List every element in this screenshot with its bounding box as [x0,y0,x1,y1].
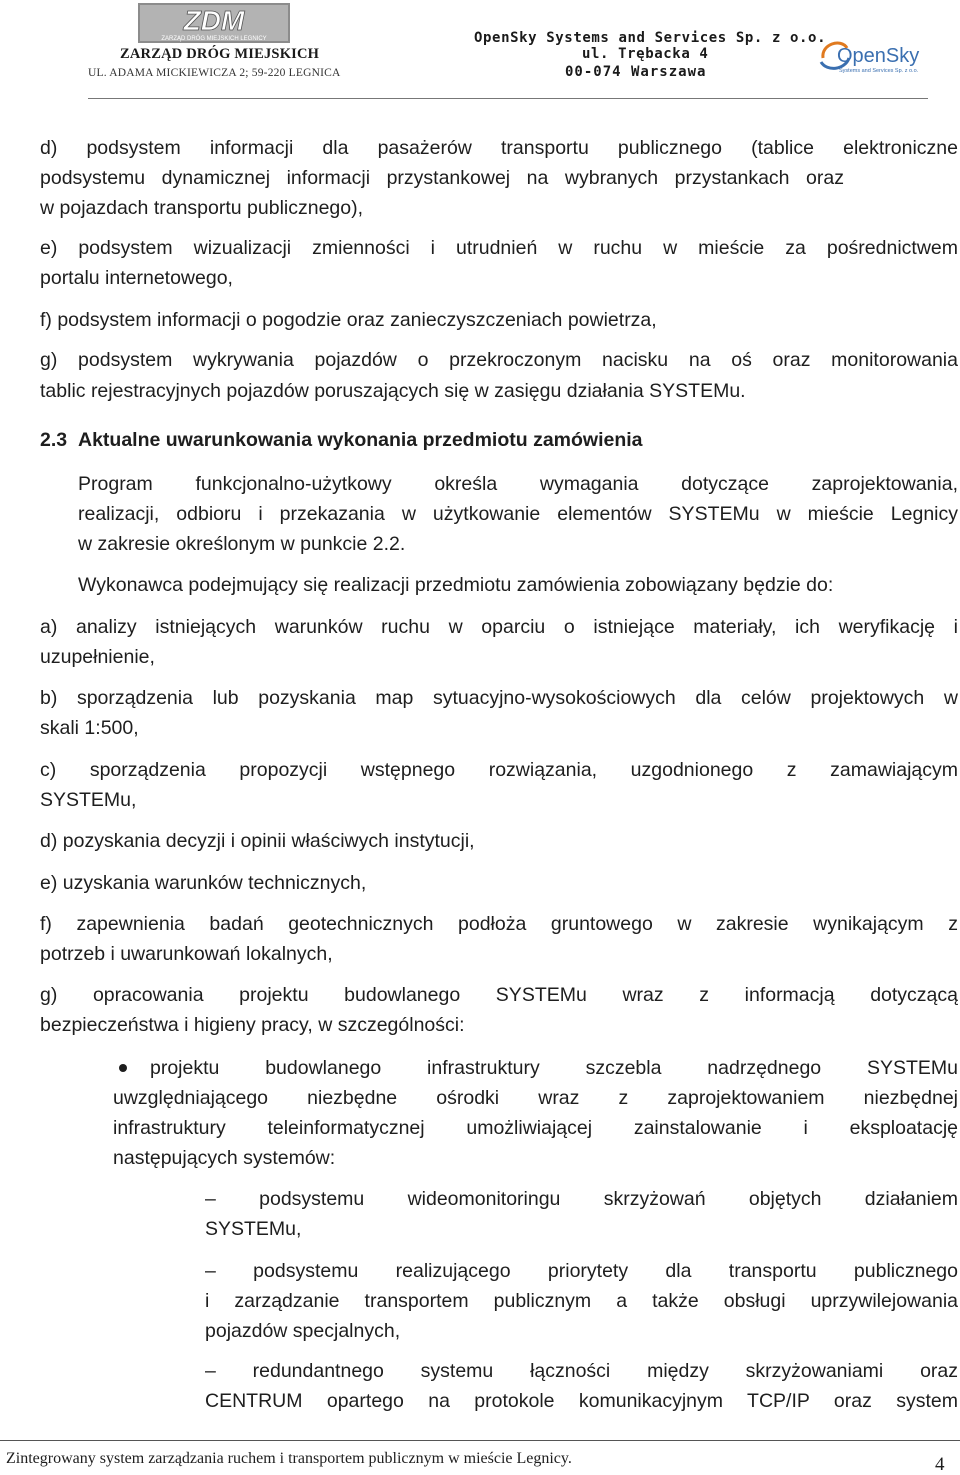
task-e: e) uzyskania warunków technicznych, [40,872,367,894]
dash-item-1-line2: SYSTEMu, [205,1218,302,1240]
dash-item-3-line1: – redundantnego systemu łączności między skrzyżowaniami oraz [205,1360,958,1382]
footer-divider [0,1440,960,1441]
task-b-line2: skali 1:500, [40,717,139,739]
list-item-f: f) podsystem informacji o pogodzie oraz zanieczyszczeniach powietrza, [40,309,657,331]
task-g-line2: bezpieczeństwa i higieny pracy, w szczególności: [40,1014,465,1036]
task-f-line1: f) zapewnienia badań geotechnicznych podłoża gruntowego w zakresie wynikającym z [40,913,958,935]
bullet-line2: uwzględniającego niezbędne ośrodki wraz z zaprojektowaniem niezbędnej [113,1087,958,1109]
dash-item-1-line1: – podsystemu wideomonitoringu skrzyżowań objętych działaniem [205,1188,958,1210]
task-f-line2: potrzeb i uwarunkowań lokalnych, [40,943,333,965]
opensky-logo [817,36,927,78]
dash-item-2-line2: i zarządzanie transportem publicznym a także obsługi uprzywilejowania [205,1290,958,1312]
bullet-icon [119,1064,127,1072]
svg-text:ZARZĄD DRÓG MIEJSKICH LEGNICY: ZARZĄD DRÓG MIEJSKICH LEGNICY [161,36,267,42]
dash-item-2-line1: – podsystemu realizującego priorytety dla transportu publicznego [205,1260,958,1282]
bullet-line4: następujących systemów: [113,1147,336,1169]
paragraph-1-line3: w zakresie określonym w punkcie 2.2. [78,533,406,555]
list-item-d-line1: d) podsystem informacji dla pasażerów transportu publicznego (tablice elektroniczne [40,137,958,159]
section-title: Aktualne uwarunkowania wykonania przedmiotu zamówienia [78,429,643,451]
svg-text:ZDM: ZDM [183,5,245,36]
task-g-line1: g) opracowania projektu budowlanego SYSTEMu wraz z informacją dotyczącą [40,984,958,1006]
header-divider [88,98,928,99]
task-c-line2: SYSTEMu, [40,789,137,811]
section-number: 2.3 [40,429,68,451]
dash-item-2-line3: pojazdów specjalnych, [205,1320,401,1342]
list-item-d-line3: w pojazdach transportu publicznego), [40,197,364,219]
footer-text: Zintegrowany system zarządzania ruchem i transportem publicznym w mieście Legnicy. [6,1450,572,1467]
zdm-address: UL. ADAMA MICKIEWICZA 2; 59-220 LEGNICA [88,67,341,79]
paragraph-2: Wykonawca podejmujący się realizacji przedmiotu zamówienia zobowiązany będzie do: [78,574,834,596]
list-item-d-line2: podsystemu dynamicznej informacji przystankowej na wybranych przystankach oraz [40,167,844,189]
list-item-e-line2: portalu internetowego, [40,267,233,289]
list-item-g-line1: g) podsystem wykrywania pojazdów o przekroczonym nacisku na oś oraz monitorowania [40,349,958,371]
task-a-line2: uzupełnienie, [40,646,155,668]
bullet-line3: infrastruktury teleinformatycznej umożliwiającej zainstalowanie i eksploatację [113,1117,958,1139]
svg-text:OpenSky: OpenSky [837,45,920,67]
company-street: ul. Trębacka 4 [582,46,709,62]
task-a-line1: a) analizy istniejących warunków ruchu w oparciu o istniejące materiały, ich weryfikację i [40,616,958,638]
company-name: OpenSky Systems and Services Sp. z o.o. [474,30,827,46]
zdm-name: ZARZĄD DRÓG MIEJSKICH [120,46,320,62]
bullet-line1: projektu budowlanego infrastruktury szczebla nadrzędnego SYSTEMu [150,1057,958,1079]
task-d: d) pozyskania decyzji i opinii właściwych instytucji, [40,830,475,852]
list-item-g-line2: tablic rejestracyjnych pojazdów poruszających się w zasięgu działania SYSTEMu. [40,380,746,402]
dash-item-3-line2: CENTRUM opartego na protokole komunikacyjnym TCP/IP oraz system [205,1390,958,1412]
list-item-e-line1: e) podsystem wizualizacji zmienności i utrudnień w ruchu w mieście za pośrednictwem [40,237,958,259]
page-number: 4 [935,1454,945,1475]
task-b-line1: b) sporządzenia lub pozyskania map sytuacyjno-wysokościowych dla celów projektowych w [40,687,958,709]
paragraph-1-line2: realizacji, odbioru i przekazania w użytkowanie elementów SYSTEMu w mieście Legnicy [78,503,958,525]
task-c-line1: c) sporządzenia propozycji wstępnego rozwiązania, uzgodnionego z zamawiającym [40,759,958,781]
svg-text:Systems and Services Sp. z o.o: Systems and Services Sp. z o.o. [839,68,919,74]
paragraph-1-line1: Program funkcjonalno-użytkowy określa wymagania dotyczące zaprojektowania, [78,473,958,495]
company-city: 00-074 Warszawa [565,64,707,80]
zdm-logo [138,3,290,43]
page-header [0,0,960,102]
